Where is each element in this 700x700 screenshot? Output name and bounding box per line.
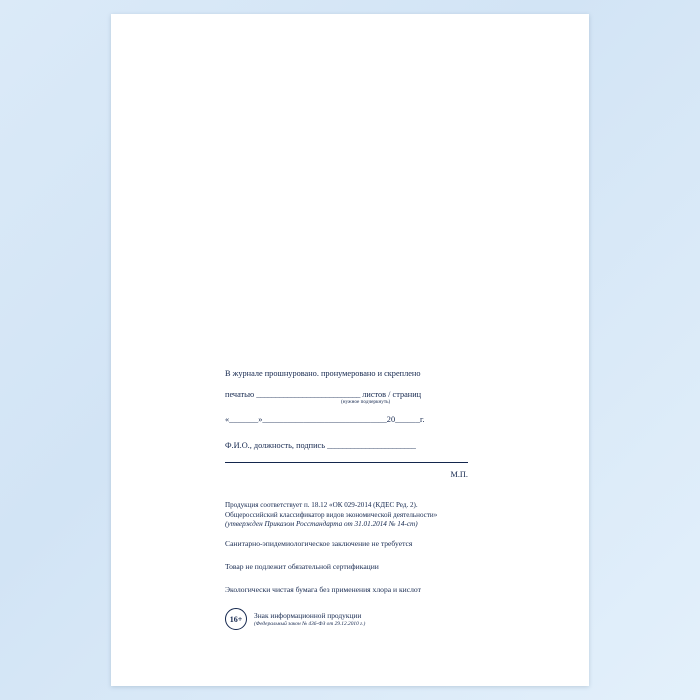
seal-mark: М.П. bbox=[450, 470, 468, 480]
date-line: «_______»______________________________20______г. bbox=[225, 414, 425, 424]
underline-hint: (нужное подчеркнуть) bbox=[341, 399, 391, 406]
age-rating-icon: 16+ bbox=[225, 608, 247, 630]
blank-rule bbox=[225, 462, 468, 463]
signature-label: Ф.И.О., должность, подпись bbox=[225, 441, 325, 451]
seal-rule: ___________________________ bbox=[256, 390, 361, 400]
age-rating-row bbox=[225, 608, 485, 630]
seal-label: печатью bbox=[225, 390, 255, 400]
signature-rule: _______________________ bbox=[327, 441, 416, 451]
pages-label: листов / страниц bbox=[362, 390, 422, 400]
okpd-line-3: (утвержден Приказом Росстандарта от 31.01.2014 № 14-ст) bbox=[225, 520, 418, 529]
okpd-note bbox=[225, 501, 485, 529]
age-rating-text bbox=[254, 611, 365, 627]
certification-block bbox=[225, 369, 485, 479]
eco-note: Экологически чистая бумага без применения хлора и кислот bbox=[225, 585, 421, 595]
signature-line bbox=[225, 441, 485, 451]
age-rating-title: Знак информационной продукции bbox=[254, 611, 362, 621]
document-page bbox=[111, 14, 589, 686]
sanitary-note: Санитарно-эпидемиологическое заключение не требуется bbox=[225, 538, 413, 548]
certification-note: Товар не подлежит обязательной сертификации bbox=[225, 561, 379, 571]
okpd-line-2: Общероссийский классификатор видов экономической деятельности» bbox=[225, 510, 438, 519]
okpd-line-1: Продукция соответствует п. 18.12 «ОК 029-2014 (КДЕС Ред. 2). bbox=[225, 501, 418, 510]
age-rating-subtitle: (Федеральный закон № 436-ФЗ от 29.12.2010 г.) bbox=[254, 621, 366, 628]
notes-block bbox=[225, 501, 485, 630]
certification-intro-line: В журнале прошнуровано. пронумеровано и скреплено bbox=[225, 369, 421, 378]
document-content bbox=[225, 369, 485, 630]
seal-line bbox=[225, 390, 485, 406]
